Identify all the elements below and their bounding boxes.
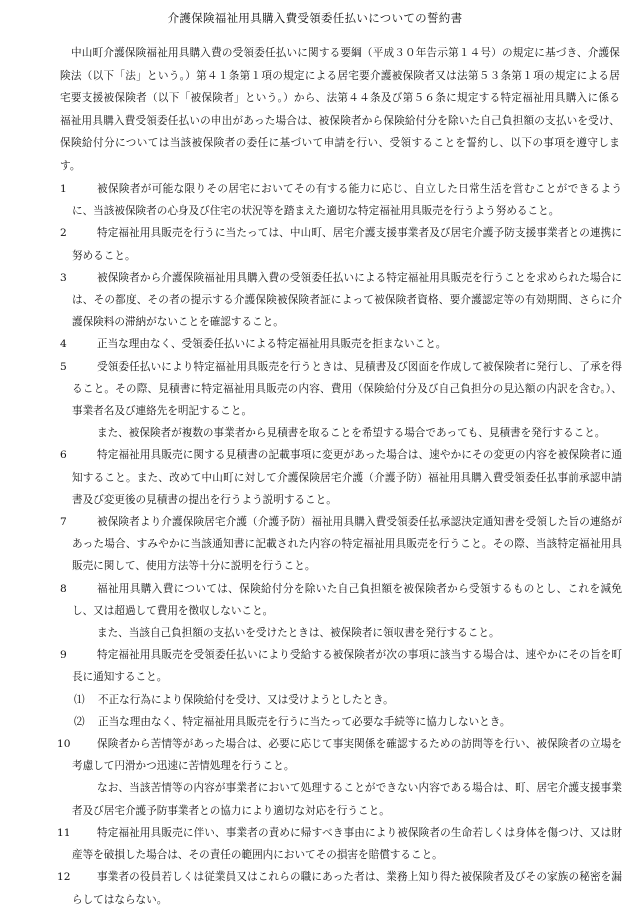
- item-text: 福祉用具購入費については、保険給付分を除いた自己負担額を被保険者から受領するものとし、これを減免し、又は超過して費用を徴収しないこと。: [72, 582, 622, 617]
- list-item: [60, 444, 622, 511]
- item-number: 1: [60, 183, 67, 195]
- item-number: 6: [60, 449, 67, 462]
- item-number: 8: [60, 582, 67, 595]
- item-text: 事業者の役員若しくは従業員又はこれらの職にあった者は、業務上知り得た被保険者及びその家族の秘密を漏らしてはならない。: [72, 871, 622, 906]
- list-item: [60, 644, 622, 688]
- document-title: 介護保険福祉用具購入費受領委任払いについての誓約書: [167, 11, 463, 25]
- item-text: 被保険者から介護保険福祉用具購入費の受領委任払いによる特定福祉用具販売を行うことを求められた場合には、その都度、その者の提示する介護保険被保険者証によって被保険者資格、要介護認定等の有効期間、さらに介護保険料の滞納がないことを確認すること。: [72, 271, 622, 329]
- item-text: 被保険者より介護保険居宅介護（介護予防）福祉用具購入費受領委任払承認決定通知書を受領した旨の連絡があった場合、すみやかに当該通知書に記載された内容の特定福祉用具販売を行うこと。その際、当該特定福祉用具販売に関して、使用方法等十分に説明を行うこと。: [72, 516, 622, 573]
- list-item: [60, 178, 622, 222]
- item-continuation: また、当該自己負担額の支払いを受けたときは、被保険者に領収書を発行すること。: [97, 627, 500, 640]
- item-number: 11: [57, 826, 71, 839]
- item-number: 2: [60, 227, 67, 240]
- item-text: 被保険者が可能な限りその居宅においてその有する能力に応じ、自立した日常生活を営むことができるように、当該被保険者の心身及び住宅の状況等を踏まえた適切な特定福祉用具販売を行うよう努めること。: [72, 183, 622, 218]
- item-number: 7: [60, 516, 67, 529]
- list-item: [57, 733, 622, 777]
- list-item: [57, 866, 622, 910]
- list-item: [60, 356, 622, 423]
- item-continuation: また、被保険者が複数の事業者から見積書を取ることを希望する場合であっても、見積書を発行すること。: [97, 427, 606, 440]
- sub-item-text: 不正な行為により保険給付を受け、又は受けようとしたとき。: [98, 693, 394, 706]
- list-item: [60, 222, 622, 266]
- sub-item: [60, 711, 622, 733]
- list-item: [60, 333, 622, 355]
- sub-item-text: 正当な理由なく、特定福祉用具販売を行うに当たって必要な手続等に協力しないとき。: [98, 715, 511, 728]
- item-text: 保険者から苦情等があった場合は、必要に応じて事実関係を確認するための訪問等を行い、被保険者の立場を考慮して円滑かつ迅速に苦情処理を行うこと。: [72, 738, 622, 773]
- list-item: [60, 578, 622, 622]
- item-number: 3: [60, 271, 67, 284]
- item-number: 5: [60, 360, 67, 373]
- items-list: [57, 178, 622, 911]
- sub-item-number: ⑴: [74, 693, 85, 706]
- item-continuation: なお、当該苦情等の内容が事業者において処理することができない内容である場合は、町、居宅介護支援事業者及び居宅介護予防事業者との協力により適切な対応を行うこと。: [72, 782, 622, 817]
- item-number: 12: [57, 871, 71, 884]
- item-text: 特定福祉用具販売に伴い、事業者の責めに帰すべき事由により被保険者の生命若しくは身体を傷つけ、又は財産等を破損した場合は、その責任の範囲内においてその損害を賠償すること。: [72, 826, 622, 862]
- item-text: 特定福祉用具販売を行うに当たっては、中山町、居宅介護支援事業者及び居宅介護予防支援事業者との連携に努めること。: [72, 227, 622, 262]
- item-text: 特定福祉用具販売に関する見積書の記載事項に変更があった場合は、速やかにその変更の内容を被保険者に通知すること。また、改めて中山町に対して介護保険居宅介護（介護予防）福祉用具購入費受領委任払事前承認申請書及び変更後の見積書の提出を行うよう説明すること。: [72, 449, 622, 506]
- list-item: [60, 267, 622, 334]
- item-number: 4: [60, 338, 67, 351]
- item-text: 受領委任払いにより特定福祉用具販売を行うときは、見積書及び図面を作成して被保険者に発行し、了承を得ること。その際、見積書に特定福祉用具販売の内容、費用（保険給付分及び自己負担分の見込額の内訳を含む。）、事業者名及び連絡先を明記すること。: [72, 360, 622, 418]
- list-item: [57, 822, 622, 866]
- item-text: 特定福祉用具販売を受領委任払いにより受給する被保険者が次の事項に該当する場合は、速やかにその旨を町長に通知すること。: [72, 649, 622, 684]
- item-text: 正当な理由なく、受領委任払いによる特定福祉用具販売を拒まないこと。: [97, 338, 447, 351]
- list-item: [60, 511, 622, 578]
- item-number: 10: [57, 738, 71, 751]
- item-number: 9: [60, 649, 67, 662]
- sub-item: [60, 689, 622, 711]
- sub-item-number: ⑵: [74, 715, 85, 728]
- intro-paragraph: 中山町介護保険福祉用具購入費の受領委任払いに関する要綱（平成３０年告示第１４号）の規定に基づき、介護保険法（以下「法」という。）第４１条第１項の規定による居宅要介護被保険者又は法第５３条第１項の規定による居宅要支援被保険者（以下「被保険者」という。）から、法第４４条及び第５６条に規定する特定福祉用具購入に係る福祉用具購入費受領委任払いの申出があった場合は、被保険者から保険給付分を除いた自己負担額の支払いを受け、保険給付分については当該被保険者の委任に基づいて申請を行い、受領することを誓約し、以下の事項を遵守します。: [60, 47, 620, 172]
